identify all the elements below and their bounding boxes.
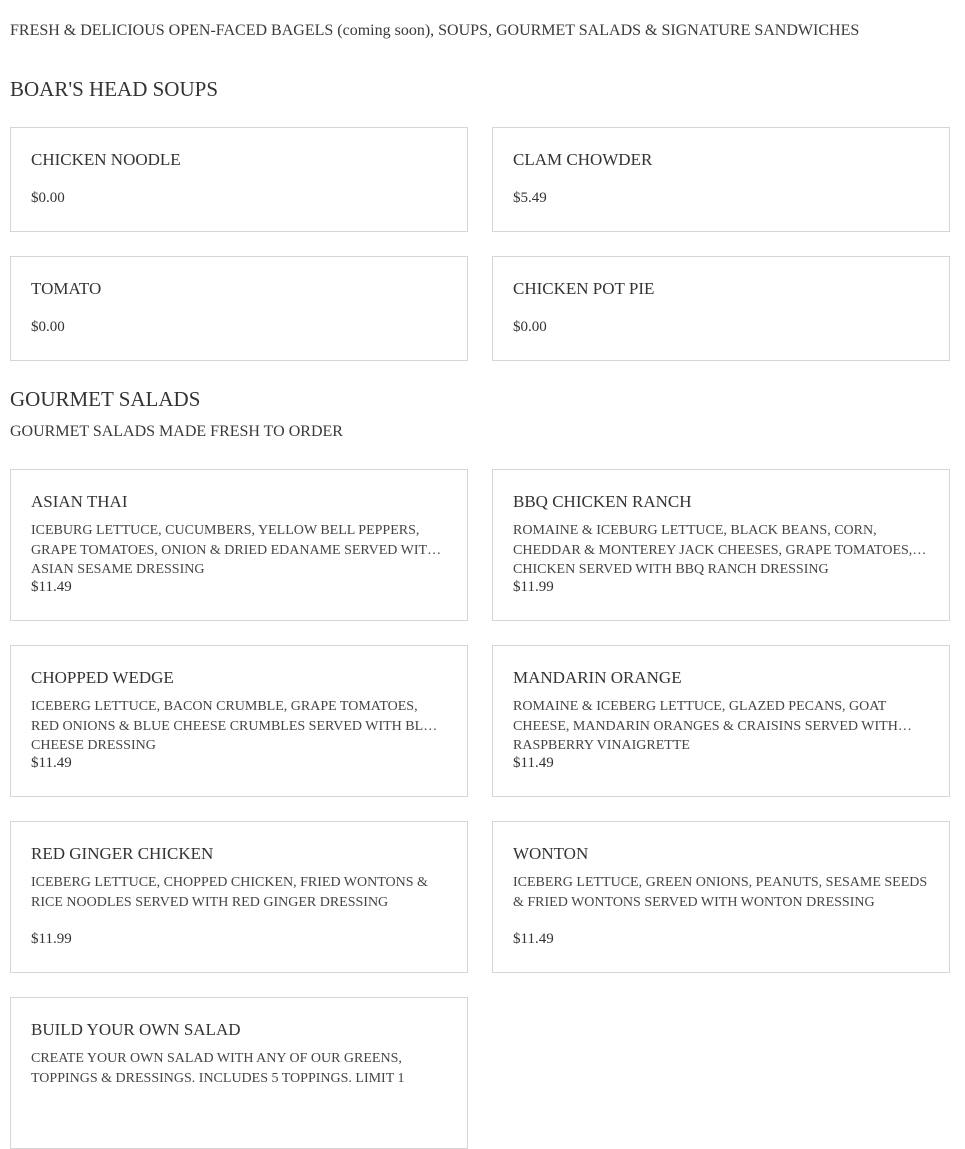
item-name: MANDARIN ORANGE: [513, 668, 682, 687]
item-description: ROMAINE & ICEBURG LETTUCE, BLACK BEANS, CORN, CHEDDAR & MONTEREY JACK CHEESES, GRAPE TOMATOES, CHICKEN SERVED WITH BBQ RANCH DRESSING: [513, 523, 913, 577]
item-price: $11.49: [31, 579, 72, 595]
item-description: ICEBERG LETTUCE, CHOPPED CHICKEN, FRIED WONTONS & RICE NOODLES SERVED WITH RED GINGER DRESSING: [31, 875, 428, 910]
item-name: BBQ CHICKEN RANCH: [513, 492, 692, 511]
menu-item-card[interactable]: [492, 127, 950, 232]
menu-intro: FRESH & DELICIOUS OPEN-FACED BAGELS (coming soon), SOUPS, GOURMET SALADS & SIGNATURE SANDWICHES: [10, 22, 860, 39]
menu-item-card[interactable]: [10, 997, 468, 1149]
menu-item-card[interactable]: [492, 469, 950, 621]
item-price: $11.49: [513, 755, 554, 771]
menu-item-card[interactable]: [492, 645, 950, 797]
item-name: BUILD YOUR OWN SALAD: [31, 1020, 241, 1039]
menu-item-card[interactable]: [492, 821, 950, 973]
item-name: CHOPPED WEDGE: [31, 668, 174, 687]
item-name: CLAM CHOWDER: [513, 150, 653, 169]
item-description: ROMAINE & ICEBERG LETTUCE, GLAZED PECANS, GOAT CHEESE, MANDARIN ORANGES & CRAISINS SERVED WITH RASPBERRY VINAIGRETTE: [513, 699, 898, 753]
salads-section-subtitle: GOURMET SALADS MADE FRESH TO ORDER: [10, 423, 343, 440]
item-price: $11.49: [31, 755, 72, 771]
item-price: $11.99: [31, 931, 72, 947]
item-name: CHICKEN POT PIE: [513, 279, 655, 298]
item-name: RED GINGER CHICKEN: [31, 844, 214, 863]
item-description: ICEBURG LETTUCE, CUCUMBERS, YELLOW BELL PEPPERS, GRAPE TOMATOES, ONION & DRIED EDANAME SERVED WITH ASIAN SESAME DRESSING: [31, 523, 438, 577]
menu-item-card[interactable]: [10, 256, 468, 361]
item-description: ICEBERG LETTUCE, BACON CRUMBLE, GRAPE TOMATOES, RED ONIONS & BLUE CHEESE CRUMBLES SERVED WITH BLUE CHEESE DRESSING: [31, 699, 442, 753]
item-name: WONTON: [513, 844, 589, 863]
item-name: ASIAN THAI: [31, 492, 128, 511]
menu-item-card[interactable]: [10, 645, 468, 797]
soups-section-title: BOAR'S HEAD SOUPS: [10, 77, 219, 101]
menu-item-card[interactable]: [10, 821, 468, 973]
item-price: $0.00: [31, 319, 65, 335]
item-price: $5.49: [513, 190, 547, 206]
menu-item-card[interactable]: [10, 469, 468, 621]
item-description: ICEBERG LETTUCE, GREEN ONIONS, PEANUTS, SESAME SEEDS & FRIED WONTONS SERVED WITH WONTON DRESSING: [513, 875, 928, 910]
menu-item-card[interactable]: [10, 127, 468, 232]
item-name: TOMATO: [31, 279, 102, 298]
item-description: CREATE YOUR OWN SALAD WITH ANY OF OUR GREENS, TOPPINGS & DRESSINGS. INCLUDES 5 TOPPINGS. LIMIT 1: [31, 1051, 405, 1086]
menu-item-card[interactable]: [492, 256, 950, 361]
item-price: $11.99: [513, 579, 554, 595]
salads-section-title: GOURMET SALADS: [10, 387, 201, 411]
item-price: $0.00: [513, 319, 547, 335]
item-price: $11.49: [513, 931, 554, 947]
item-price: $0.00: [31, 190, 65, 206]
item-name: CHICKEN NOODLE: [31, 150, 181, 169]
